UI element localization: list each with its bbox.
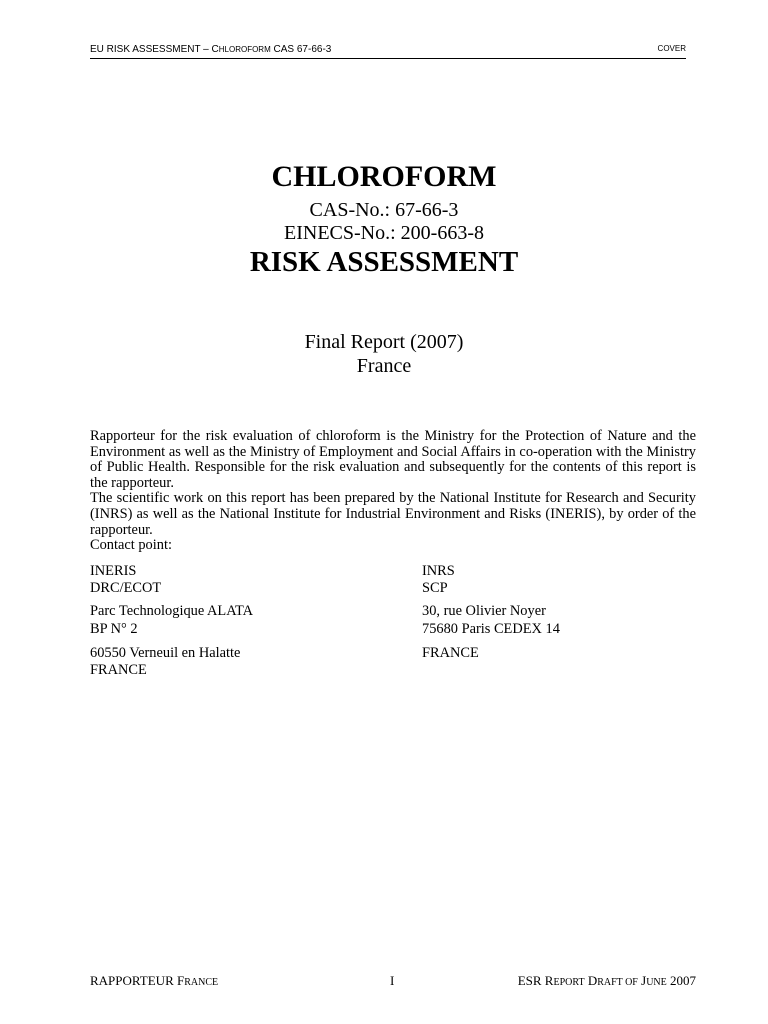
einecs-number: EINECS-No.: 200-663-8	[284, 222, 484, 244]
report-country: France	[356, 355, 412, 377]
contact-left-org: INERIS	[90, 563, 137, 579]
header-title-part: HLOROFORM	[218, 45, 271, 54]
contact-right-org: INRS	[422, 563, 455, 579]
rapporteur-description	[90, 429, 696, 554]
cas-number: CAS-No.: 67-66-3	[309, 199, 459, 221]
contact-point-label: Contact point:	[90, 537, 172, 554]
footer-draft-part: EPORT	[553, 977, 585, 988]
footer-draft-part: UNE	[646, 977, 667, 988]
contact-left-city: 60550 Verneuil en Halatte	[90, 645, 241, 661]
contact-right-dept: SCP	[422, 580, 448, 596]
contact-left-bp: BP N° 2	[90, 621, 138, 637]
footer-draft-part: J	[637, 973, 647, 988]
contact-right-country: FRANCE	[422, 645, 479, 661]
footer-draft-part: ESR R	[517, 973, 554, 988]
header-title	[90, 44, 331, 55]
document-heading: RISK ASSESSMENT	[249, 246, 519, 278]
contact-left-dept: DRC/ECOT	[90, 580, 162, 596]
header-title-part: CAS 67-66-3	[270, 44, 332, 55]
contact-right-street: 30, rue Olivier Noyer	[422, 603, 546, 619]
header-section: COVER	[657, 44, 686, 53]
contact-left-address: Parc Technologique ALATA	[90, 603, 254, 619]
footer-rapporteur-part: RAPPORTEUR F	[90, 973, 185, 988]
contact-right-city: 75680 Paris CEDEX 14	[422, 621, 560, 637]
header-title-part: EU RISK ASSESSMENT – C	[90, 44, 219, 55]
contact-left-country: FRANCE	[90, 662, 147, 678]
page-number: I	[390, 973, 395, 988]
paragraph-rapporteur: Rapporteur for the risk evaluation of chloroform is the Ministry for the Protection of Nature and the Environment as well as the Ministry of Employment and Social Affairs in co-operation with the Ministry of Public Health. Responsible for the risk evaluation and subsequently for the contents of this report is the rapporteur.	[90, 428, 696, 491]
footer-draft-part: RAFT OF	[597, 977, 638, 988]
paragraph-scientific-work: The scientific work on this report has been prepared by the National Institute for Research and Security (INRS) as well as the National Institute for Industrial Environment and Risks (INERIS), by order of the rapporteur.	[90, 490, 696, 538]
page-footer	[90, 973, 696, 993]
report-status: Final Report (2007)	[304, 331, 464, 353]
footer-rapporteur-part: RANCE	[184, 977, 219, 988]
page-header	[90, 44, 686, 59]
footer-rapporteur	[90, 973, 218, 989]
substance-title: CHLOROFORM	[271, 160, 497, 193]
footer-draft-part: D	[584, 973, 598, 988]
footer-draft-part: 2007	[666, 973, 696, 988]
footer-report-draft	[518, 973, 696, 989]
